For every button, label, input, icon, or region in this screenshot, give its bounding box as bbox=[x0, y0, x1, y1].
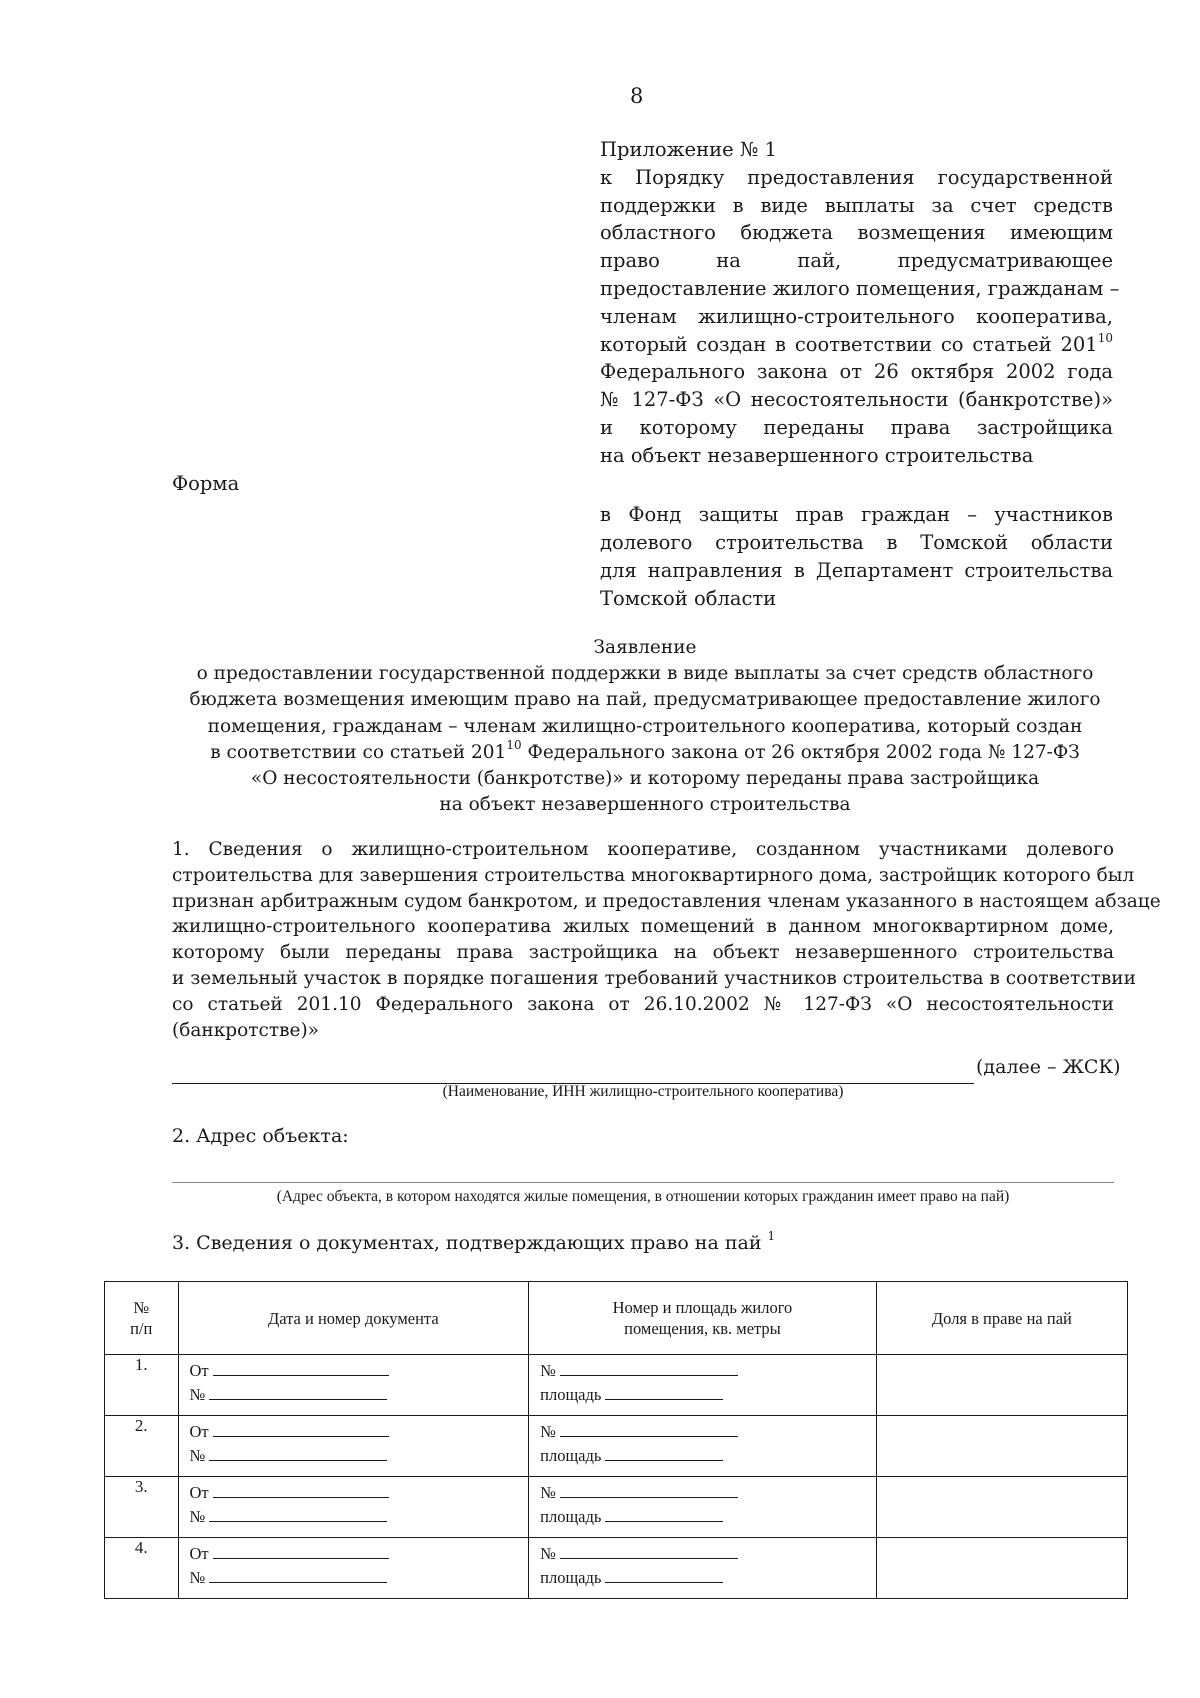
addressee-line: долевого строительства в Томской области bbox=[600, 531, 1113, 554]
doc-number-blank[interactable] bbox=[209, 1382, 387, 1400]
form-label: Форма bbox=[172, 472, 240, 495]
date-field[interactable]: От bbox=[190, 1419, 529, 1443]
share-cell[interactable] bbox=[876, 1538, 1127, 1599]
header-document: Дата и номер документа bbox=[178, 1282, 529, 1355]
row-number: 2. bbox=[105, 1416, 179, 1477]
appendix-line: членам жилищно-строительного кооператива, bbox=[600, 304, 1113, 328]
header-number: № п/п bbox=[105, 1282, 179, 1355]
area-field[interactable]: площадь bbox=[540, 1443, 876, 1467]
appendix-line: на объект незавершенного строительства bbox=[600, 443, 1034, 467]
section-1-line: (банкротстве)» bbox=[172, 1019, 319, 1041]
appendix-line-with-sup: который создан в соответствии со статьей $201^{10}$ bbox=[600, 330, 1113, 356]
date-blank[interactable] bbox=[213, 1480, 389, 1498]
area-blank[interactable] bbox=[605, 1443, 723, 1461]
application-subtitle-line: помещения, гражданам – членам жилищно-строительного кооператива, который создан bbox=[207, 715, 1083, 737]
date-blank[interactable] bbox=[213, 1358, 389, 1376]
doc-number-blank[interactable] bbox=[209, 1504, 387, 1522]
table-header-row bbox=[105, 1282, 1128, 1355]
header-share: Доля в праве на пай bbox=[876, 1282, 1127, 1355]
application-subtitle-line: бюджета возмещения имеющим право на пай, предусматривающее предоставление жилого bbox=[189, 689, 1101, 711]
addressee-line: Томской области bbox=[600, 587, 777, 610]
room-number-field[interactable]: № bbox=[540, 1419, 876, 1443]
section-3-label: 3. Сведения о документах, подтверждающих право на пай $^1$ bbox=[172, 1229, 776, 1254]
article-superscript: 10 bbox=[506, 737, 522, 752]
room-cell bbox=[529, 1477, 877, 1538]
footnote-mark: 1 bbox=[767, 1229, 776, 1243]
doc-number-field[interactable]: № bbox=[190, 1382, 529, 1406]
page-number: 8 bbox=[630, 84, 644, 108]
addressee-line: для направления в Департамент строительства bbox=[600, 559, 1113, 582]
doc-number-field[interactable]: № bbox=[190, 1565, 529, 1589]
room-number-blank[interactable] bbox=[560, 1419, 738, 1437]
room-cell bbox=[529, 1416, 877, 1477]
room-number-field[interactable]: № bbox=[540, 1480, 876, 1504]
appendix-title: Приложение № 1 bbox=[600, 138, 777, 161]
document-cell bbox=[178, 1355, 529, 1416]
room-number-field[interactable]: № bbox=[540, 1541, 876, 1565]
room-number-blank[interactable] bbox=[560, 1358, 738, 1376]
room-cell bbox=[529, 1355, 877, 1416]
application-title-block bbox=[150, 635, 1140, 818]
area-field[interactable]: площадь bbox=[540, 1382, 876, 1406]
date-blank[interactable] bbox=[213, 1419, 389, 1437]
row-number: 4. bbox=[105, 1538, 179, 1599]
section-1-line: со статьей 201.10 Федерального закона от 26.10.2002 № 127-ФЗ «О несостоятельности bbox=[172, 993, 1114, 1015]
room-cell bbox=[529, 1538, 877, 1599]
article-superscript: 10 bbox=[1097, 330, 1113, 345]
room-number-blank[interactable] bbox=[560, 1480, 738, 1498]
area-blank[interactable] bbox=[605, 1565, 723, 1583]
table-row bbox=[105, 1538, 1128, 1599]
appendix-line: и которому переданы права застройщика bbox=[600, 415, 1113, 439]
area-blank[interactable] bbox=[605, 1382, 723, 1400]
date-field[interactable]: От bbox=[190, 1480, 529, 1504]
table-row bbox=[105, 1355, 1128, 1416]
appendix-line: Федерального закона от 26 октября 2002 года bbox=[600, 360, 1113, 384]
room-number-field[interactable]: № bbox=[540, 1358, 876, 1382]
addressee-block bbox=[600, 501, 1113, 613]
application-title: Заявление bbox=[593, 637, 697, 658]
appendix-line: право на пай, предусматривающее bbox=[600, 249, 1113, 273]
application-subtitle-line: в соответствии со статьей $201^{10}$ Федерального закона от 26 октября 2002 года № 127-ФЗ bbox=[210, 737, 1080, 763]
addressee-line: в Фонд защиты прав граждан – участников bbox=[600, 503, 1113, 526]
appendix-line: № 127-ФЗ «О несостоятельности (банкротстве)» bbox=[600, 388, 1113, 412]
area-field[interactable]: площадь bbox=[540, 1565, 876, 1589]
document-cell bbox=[178, 1416, 529, 1477]
appendix-line: областного бюджета возмещения имеющим bbox=[600, 221, 1113, 245]
section-1-line: строительства для завершения строительства многоквартирного дома, застройщик которого был bbox=[172, 864, 1135, 886]
share-cell[interactable] bbox=[876, 1416, 1127, 1477]
date-field[interactable]: От bbox=[190, 1541, 529, 1565]
section-1-line: и земельный участок в порядке погашения требований участников строительства в соответствии bbox=[172, 967, 1136, 989]
section-2-label: 2. Адрес объекта: bbox=[172, 1125, 349, 1147]
doc-number-blank[interactable] bbox=[209, 1565, 387, 1583]
row-number: 3. bbox=[105, 1477, 179, 1538]
section-1-text bbox=[172, 837, 1161, 1043]
application-subtitle-line: на объект незавершенного строительства bbox=[439, 794, 851, 816]
jsk-abbreviation: (далее – ЖСК) bbox=[976, 1056, 1121, 1078]
date-blank[interactable] bbox=[213, 1541, 389, 1559]
doc-number-field[interactable]: № bbox=[190, 1443, 529, 1467]
section-1-line: которому были переданы права застройщика на объект незавершенного строительства bbox=[172, 942, 1114, 964]
appendix-line: к Порядку предоставления государственной bbox=[600, 165, 1113, 189]
section-1-line: признан арбитражным судом банкротом, и предоставления членам указанного в настоящем абзаце bbox=[172, 890, 1161, 912]
section-1-line: 1. Сведения о жилищно-строительном кооперативе, созданном участниками долевого bbox=[172, 839, 1114, 860]
share-cell[interactable] bbox=[876, 1355, 1127, 1416]
jsk-caption: (Наименование, ИНН жилищно-строительного кооператива) bbox=[442, 1083, 844, 1100]
area-blank[interactable] bbox=[605, 1504, 723, 1522]
table-row bbox=[105, 1416, 1128, 1477]
application-subtitle-line: «О несостоятельности (банкротстве)» и которому переданы права застройщика bbox=[250, 768, 1040, 790]
share-cell[interactable] bbox=[876, 1477, 1127, 1538]
section-1-line: жилищно-строительного кооператива жилых помещений в данном многоквартирном доме, bbox=[172, 916, 1114, 938]
room-number-blank[interactable] bbox=[560, 1541, 738, 1559]
appendix-line: предоставление жилого помещения, гражданам – bbox=[600, 276, 1120, 300]
appendix-line: поддержки в виде выплаты за счет средств bbox=[600, 193, 1113, 217]
address-input-line[interactable] bbox=[172, 1182, 1114, 1183]
appendix-header bbox=[600, 136, 1120, 470]
date-field[interactable]: От bbox=[190, 1358, 529, 1382]
document-cell bbox=[178, 1477, 529, 1538]
area-field[interactable]: площадь bbox=[540, 1504, 876, 1528]
doc-number-field[interactable]: № bbox=[190, 1504, 529, 1528]
doc-number-blank[interactable] bbox=[209, 1443, 387, 1461]
table-row bbox=[105, 1477, 1128, 1538]
row-number: 1. bbox=[105, 1355, 179, 1416]
header-room: Номер и площадь жилого помещения, кв. метры bbox=[529, 1282, 877, 1355]
address-caption: (Адрес объекта, в котором находятся жилые помещения, в отношении которых гражданин имеет право на пай) bbox=[276, 1188, 1010, 1205]
document-cell bbox=[178, 1538, 529, 1599]
documents-table bbox=[104, 1281, 1128, 1599]
application-subtitle-line: о предоставлении государственной поддержки в виде выплаты за счет средств областного bbox=[196, 663, 1094, 685]
